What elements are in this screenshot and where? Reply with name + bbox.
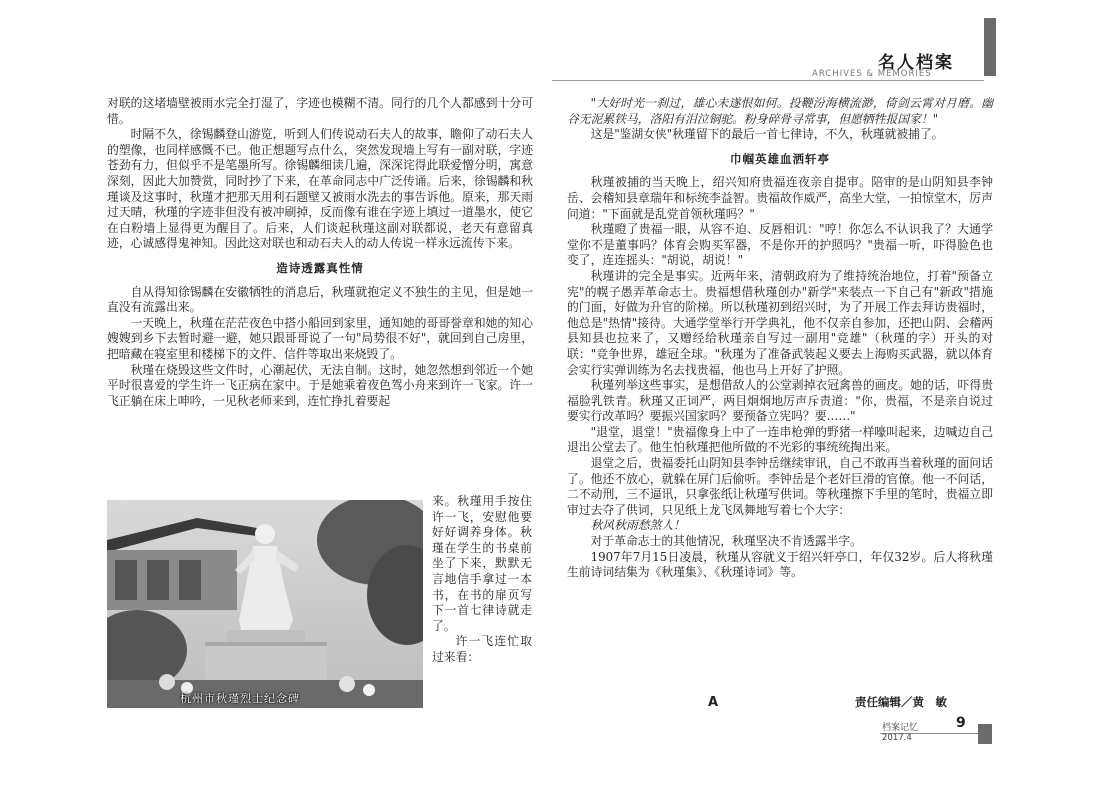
end-mark-icon: A [708, 695, 719, 710]
column-title: 名人档案 [878, 53, 954, 73]
section-heading: 造诗透露真性情 [276, 260, 364, 275]
page-number: 9 [956, 715, 966, 731]
memorial-photo [107, 500, 423, 708]
left-column [107, 96, 533, 409]
header-accent-bar [984, 18, 996, 76]
final-verse: 秋风秋雨愁煞人！ [590, 518, 685, 533]
paragraph: 对于革命志士的其他情况，秋瑾坚决不肯透露半字。 [590, 534, 862, 549]
poem-text: "大好时光一刹过，雄心未遂恨如何。投鞭汾海横流渺，倚剑云霄对月磨。幽谷无泥累铁马，洛阳有泪泣铜驼。粉身碎骨寻常事，但愿牺牲报国家！" [567, 96, 993, 126]
paragraph: 时隔不久，徐锡麟登山游览，听到人们传说动石夫人的故事，瞻仰了动石夫人的塑像，也同样感慨不已。他正想题写点什么，突然发现墙上写有一副对联，字迹苍劲有力，但似乎不是笔墨所写。徐锡麟细读几遍，深深诧得此联爱憎分明，寓意深刻，因此大加赞赏，同时抄了下来，在革命同志中广泛传诵。后来，徐锡麟和秋瑾谈及这事时，秋瑾才把那天用利石题壁又被雨水洗去的事告诉他。原来，那天雨过天晴，秋瑾的字迹非但没有被冲刷掉，反而像有谁在字迹上填过一道墨水，使它在白粉墙上显得更为醒目了。后来，人们谈起秋瑾这副对联都说，老天有意留真迹，心诚感得鬼神知。因此这对联也和动石夫人的动人传说一样永远流传下来。 [107, 127, 533, 251]
paragraph: "退堂，退堂！"贵福像身上中了一连串枪弹的野猪一样嚎叫起来，边喊边自己退出公堂去了。他生怕秋瑾把他所做的不光彩的事统统掏出来。 [567, 424, 993, 455]
paragraph: 退堂之后，贵福委托山阴知县李钟岳继续审讯，自己不敢再当着秋瑾的面问话了。他还不放心，就躲在屏门后偷听。李钟岳是个老奸巨滑的官僚。他一不问话，二不动刑，三不逼讯，只拿张纸让秋瑾写供词。等秋瑾擦下手里的笔时，贵福立即审过去夺了供词，只见纸上龙飞凤舞地写着七个大字： [567, 456, 993, 517]
paragraph: 自从得知徐锡麟在安徽牺牲的消息后，秋瑾就抱定义不独生的主见，但是她一直没有流露出来。 [107, 284, 533, 315]
paragraph: 这是"鉴湖女侠"秋瑾留下的最后一首七律诗，不久，秋瑾就被捕了。 [590, 127, 944, 142]
narrow-text-column [432, 494, 532, 666]
photo-caption: 杭州市秋瑾烈士纪念碑 [180, 692, 300, 705]
editor-credit: 责任编辑／黄 敏 [855, 695, 947, 709]
paragraph: 对联的这堵墙壁被雨水完全打湿了，字迹也模糊不清。同行的几个人都感到十分可惜。 [107, 96, 533, 126]
paragraph: 一天晚上，秋瑾在茫茫夜色中搭小船回到家里，通知她的哥哥誉章和她的知心嫂嫂到乡下去暂时避一避，她只跟哥哥说了一句"局势很不好"，就回到自己房里，把暗藏在寝室里和楼梯下的文件、信件等取出来烧毁了。 [107, 315, 533, 361]
section-heading: 巾帼英雄血洒轩亭 [730, 151, 830, 166]
paragraph: 秋瑾被捕的当天晚上，绍兴知府贵福连夜亲自提审。陪审的是山阴知县李钟岳、会稽知县章瑞年和标统李益智。贵福故作威严，高坐大堂，一拍惊堂木，厉声问道："下面就是乱党首领秋瑾吗？" [567, 175, 993, 221]
paragraph: 1907年7月15日凌晨，秋瑾从容就义于绍兴轩亭口，年仅32岁。后人将秋瑾生前诗词结集为《秋瑾集》、《秋瑾诗词》等。 [567, 549, 993, 580]
header-rule [552, 80, 984, 81]
statue-illustration [107, 500, 423, 708]
right-column [567, 96, 993, 581]
paragraph: 秋瑾讲的完全是事实。近两年来，清朝政府为了维持统治地位，打着"预备立宪"的幌子愚弄革命志士。贵福想借秋瑾创办"新学"来装点一下自己有"新政"措施的门面，好做为升官的阶梯。所以秋瑾初到绍兴时，为了开展工作去拜访贵福时，他总是"热情"接待。大通学堂举行开学典礼，他不仅亲自参加，还把山阴、会稽两县知县也拉来了，又赠经给秋瑾亲自写过一副用"竞雄"（秋瑾的字）开头的对联："竞争世界，雄冠全球。"秋瑾为了准备武装起义要去上海购买武器，就以体育会实行实弹训练为名去找贵福，他也马上开好了护照。 [567, 268, 993, 377]
footer-accent-bar [978, 724, 992, 744]
paragraph: 来。秋瑾用手按住许一飞，安慰他要好好调养身体。秋瑾在学生的书桌前坐了下来，默默无言地信手拿过一本书，在书的扉页写下一首七律诗就走了。 [432, 494, 532, 633]
magazine-name: 档案记忆 [882, 723, 919, 733]
paragraph: 秋瑾列举这些事实，是想借敌人的公堂剥掉衣冠禽兽的画皮。她的话，吓得贵福脸乳铁青。秋瑾又正词严，两目炯炯地厉声斥责道："你，贵福，不是亲自说过要实行改革吗？要振兴国家吗？要预备立宪吗？要……" [567, 378, 993, 424]
paragraph: 秋瑾在烧毁这些文件时，心潮起伏，无法自制。这时，她忽然想到邻近一个她平时很喜爱的学生许一飞正病在家中。于是她乘着夜色驾小舟来到许一飞家。许一飞正躺在床上呻吟，一见秋老师来到，连忙挣扎着要起 [107, 362, 533, 408]
paragraph: 许一飞连忙取过来看： [432, 634, 532, 664]
issue-date: 2017.4 [882, 733, 912, 743]
paragraph: 秋瑾瞪了贵福一眼，从容不迫、反唇相讥："哼！你怎么不认识我了？大通学堂你不是董事吗？体育会购买军器，不是你开的护照吗？"贵福一听，吓得脸色也变了，连连摇头："胡说，胡说！" [567, 222, 993, 268]
column-subtitle: ARCHIVES & MEMORIES [812, 69, 932, 79]
